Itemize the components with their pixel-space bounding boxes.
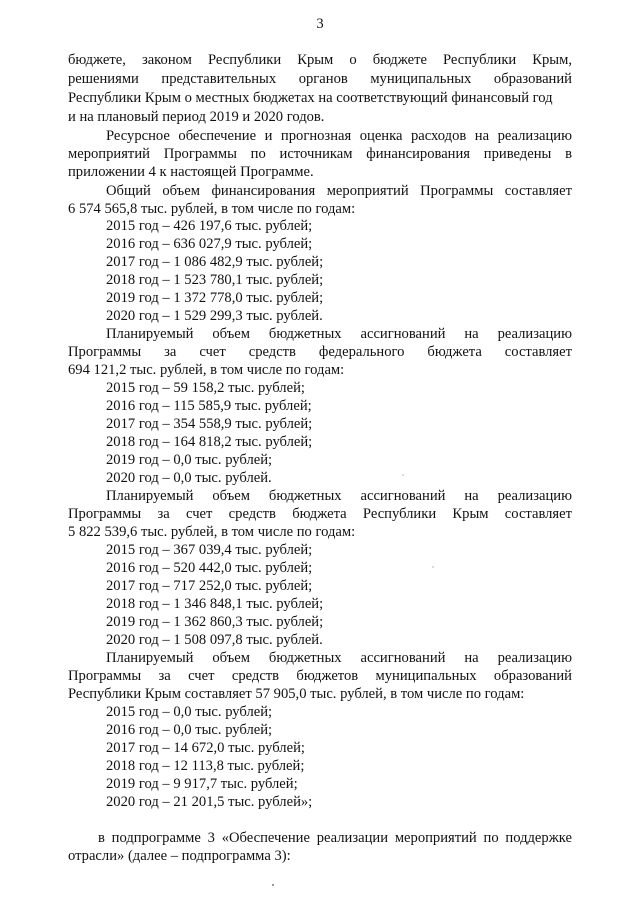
municipal-intro-line-1: Планируемый объем бюджетных ассигнований на реализацию xyxy=(106,650,572,666)
federal-intro-line-3: 694 121,2 тыс. рублей, в том числе по годам: xyxy=(68,362,345,378)
subprogram-line-1: в подпрограмме 3 «Обеспечение реализации мероприятий по поддержке xyxy=(98,830,572,846)
total-year-2015: 2015 год – 426 197,6 тыс. рублей; xyxy=(106,218,313,234)
total-year-2019: 2019 год – 1 372 778,0 тыс. рублей; xyxy=(106,290,324,306)
page-number: 3 xyxy=(316,16,324,32)
scan-speck xyxy=(272,884,274,886)
federal-intro-line-2: Программы за счет средств федерального бюджета составляет xyxy=(68,344,572,360)
municipal-year-2018: 2018 год – 12 113,8 тыс. рублей; xyxy=(106,758,305,774)
total-year-2016: 2016 год – 636 027,9 тыс. рублей; xyxy=(106,236,313,252)
federal-year-2015: 2015 год – 59 158,2 тыс. рублей; xyxy=(106,380,305,396)
republic-year-2017: 2017 год – 717 252,0 тыс. рублей; xyxy=(106,578,313,594)
municipal-intro-line-3: Республики Крым составляет 57 905,0 тыс. рублей, в том числе по годам: xyxy=(68,686,525,702)
para1-line-3: Республики Крым о местных бюджетах на соответствующий финансовый год xyxy=(68,90,553,106)
para2-line-2: мероприятий Программы по источникам финансирования приведены в xyxy=(68,146,572,162)
municipal-intro-line-2: Программы за счет средств бюджетов муниципальных образований xyxy=(68,668,572,684)
republic-year-2015: 2015 год – 367 039,4 тыс. рублей; xyxy=(106,542,313,558)
republic-intro-line-3: 5 822 539,6 тыс. рублей, в том числе по годам: xyxy=(68,524,356,540)
municipal-year-2016: 2016 год – 0,0 тыс. рублей; xyxy=(106,722,273,738)
scan-speck xyxy=(432,566,434,568)
total-year-2018: 2018 год – 1 523 780,1 тыс. рублей; xyxy=(106,272,324,288)
republic-year-2018: 2018 год – 1 346 848,1 тыс. рублей; xyxy=(106,596,324,612)
federal-year-2016: 2016 год – 115 585,9 тыс. рублей; xyxy=(106,398,312,414)
total-year-2020: 2020 год – 1 529 299,3 тыс. рублей. xyxy=(106,308,323,324)
para2-line-3: приложении 4 к настоящей Программе. xyxy=(68,164,314,180)
municipal-year-2017: 2017 год – 14 672,0 тыс. рублей; xyxy=(106,740,305,756)
municipal-year-2015: 2015 год – 0,0 тыс. рублей; xyxy=(106,704,273,720)
para1-line-2: решениями представительных органов муниципальных образований xyxy=(68,71,572,87)
para2-line-1: Ресурсное обеспечение и прогнозная оценка расходов на реализацию xyxy=(106,128,572,144)
republic-year-2016: 2016 год – 520 442,0 тыс. рублей; xyxy=(106,560,313,576)
total-intro-line-1: Общий объем финансирования мероприятий Программы составляет xyxy=(106,183,572,199)
republic-year-2019: 2019 год – 1 362 860,3 тыс. рублей; xyxy=(106,614,324,630)
republic-year-2020: 2020 год – 1 508 097,8 тыс. рублей. xyxy=(106,632,323,648)
subprogram-line-2: отрасли» (далее – подпрограмма 3): xyxy=(68,848,291,864)
republic-intro-line-1: Планируемый объем бюджетных ассигнований на реализацию xyxy=(106,488,572,504)
municipal-year-2019: 2019 год – 9 917,7 тыс. рублей; xyxy=(106,776,298,792)
federal-year-2020: 2020 год – 0,0 тыс. рублей. xyxy=(106,470,272,486)
total-year-2017: 2017 год – 1 086 482,9 тыс. рублей; xyxy=(106,254,324,270)
federal-intro-line-1: Планируемый объем бюджетных ассигнований на реализацию xyxy=(106,326,572,342)
federal-year-2018: 2018 год – 164 818,2 тыс. рублей; xyxy=(106,434,313,450)
total-intro-line-2: 6 574 565,8 тыс. рублей, в том числе по годам: xyxy=(68,201,356,217)
municipal-year-2020: 2020 год – 21 201,5 тыс. рублей»; xyxy=(106,794,313,810)
federal-year-2017: 2017 год – 354 558,9 тыс. рублей; xyxy=(106,416,313,432)
para1-line-1: бюджете, законом Республики Крым о бюджете Республики Крым, xyxy=(68,52,572,68)
federal-year-2019: 2019 год – 0,0 тыс. рублей; xyxy=(106,452,273,468)
scan-speck xyxy=(402,474,404,476)
republic-intro-line-2: Программы за счет средств бюджета Республики Крым составляет xyxy=(68,506,572,522)
para1-line-4: и на плановый период 2019 и 2020 годов. xyxy=(68,109,325,125)
